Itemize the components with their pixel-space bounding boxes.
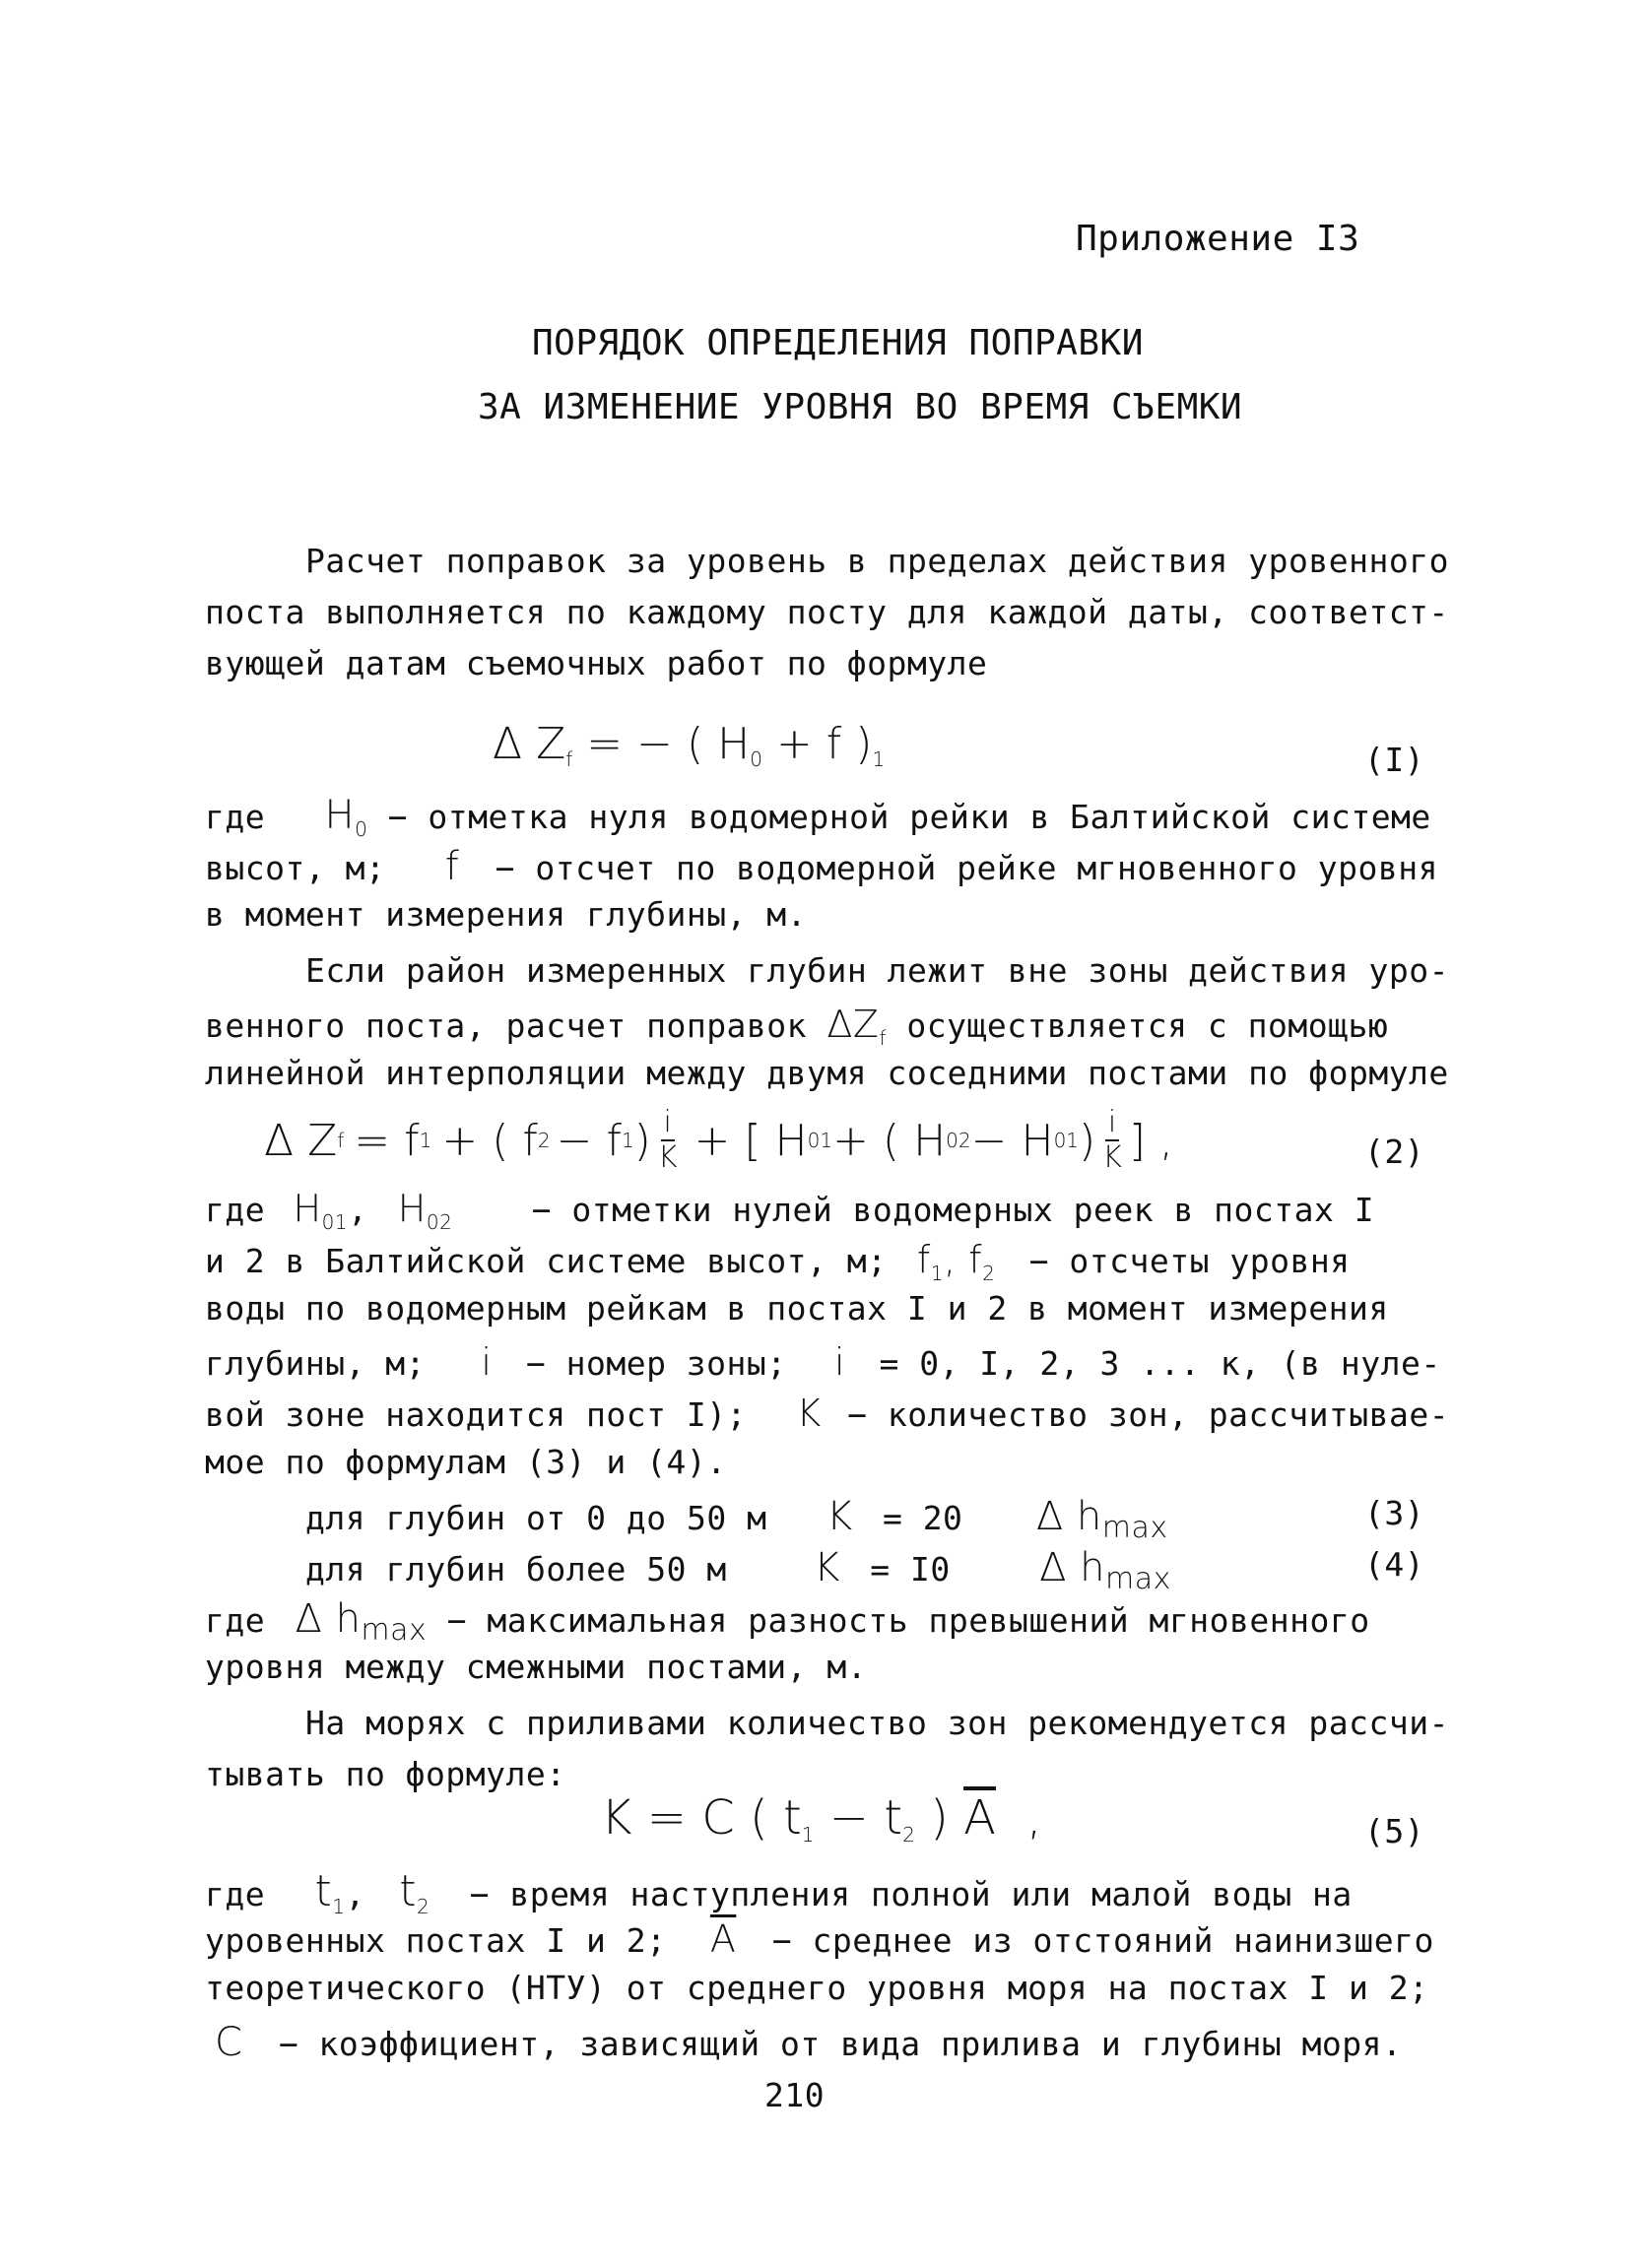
where-5-line-2: уровенных постах I и 2; $\overline{A}$ − среднее из отстояний наинизшего — [205, 1917, 1434, 1961]
equation-5-number: (5) — [1364, 1812, 1425, 1850]
equation-1: ∆ $Z_f$ = − ( $H_0 + f$ )$_1$ — [493, 719, 886, 771]
where-3-line-1: где ∆ hmax − максимальная разность превышений мгновенного — [205, 1596, 1370, 1648]
formula-4: для глубин более 50 м K = I0 ∆ hmax — [305, 1545, 1171, 1596]
where-1-line-1: где $H_0$ − отметка нуля водомерной рейки в Балтийской системе — [205, 793, 1431, 841]
where-5-line-4: C − коэффициент, зависящий от вида прилива и глубины моря. — [215, 2020, 1403, 2065]
page-number: 210 — [764, 2076, 826, 2114]
where-2-line-4: глубины, м; i − номер зоны; i = 0, I, 2, 3 ... к, (в нуле- — [205, 1340, 1441, 1384]
formula-4-number: (4) — [1364, 1545, 1425, 1584]
fraction-i-over-k-2: $\frac{i}{K}$ — [1102, 1105, 1122, 1175]
equation-1-number: (I) — [1364, 741, 1425, 779]
equation-2: ∆ Z f = f 1 + ( f 2 − f 1 ) $\frac{i}{K}$ + [ H 01 + ( H 02 − H 01 ) $\frac{i}{K}$ ] , — [264, 1105, 1174, 1175]
formula-3: для глубин от 0 до 50 м K = 20 ∆ hmax — [305, 1494, 1168, 1545]
where-5-line-3: теоретического (НТУ) от среднего уровня моря на постах I и 2; — [205, 1969, 1429, 2007]
paragraph-1-line-3: вующей датам съемочных работ по формуле — [205, 644, 988, 682]
appendix-label: Приложение I3 — [1076, 219, 1360, 259]
paragraph-1-line-1: Расчет поправок за уровень в пределах действия уровенного — [305, 542, 1449, 580]
title-line-2: ЗА ИЗМЕНЕНИЕ УРОВНЯ ВО ВРЕМЯ СЪЕМКИ — [478, 387, 1243, 427]
where-1-line-2: высот, м; f − отсчет по водомерной рейке мгновенного уровня — [205, 844, 1438, 889]
where-2-line-6: мое по формулам (3) и (4). — [205, 1443, 727, 1481]
title-line-1: ПОРЯДОК ОПРЕДЕЛЕНИЯ ПОПРАВКИ — [532, 323, 1144, 363]
paragraph-2-line-1: Если район измеренных глубин лежит вне зоны действия уро- — [305, 951, 1449, 990]
where-2-line-3: воды по водомерным рейкам в постах I и 2 в момент измерения — [205, 1289, 1389, 1328]
equation-2-number: (2) — [1364, 1133, 1425, 1171]
paragraph-2-line-2: венного поста, расчет поправок $\Delta Z_f$ осуществляется с помощью — [205, 1003, 1389, 1050]
paragraph-1-line-2: поста выполняется по каждому посту для каждой даты, соответст- — [205, 593, 1449, 631]
where-2-line-2: и 2 в Балтийской системе высот, м; $f_1$, $f_2$ − отсчеты уровня — [205, 1238, 1351, 1285]
where-2-line-5: вой зоне находится пост I); K − количество зон, рассчитывае- — [205, 1392, 1450, 1435]
paragraph-3-line-2: тывать по формуле: — [205, 1755, 566, 1793]
where-3-line-2: уровня между смежными постами, м. — [205, 1648, 868, 1686]
paragraph-3-line-1: На морях с приливами количество зон рекомендуется рассчи- — [305, 1704, 1449, 1742]
where-2-line-1: где $H_{01}$, $H_{02}$ − отметки нулей водомерных реек в постах I — [205, 1187, 1375, 1234]
formula-3-number: (3) — [1364, 1494, 1425, 1532]
fraction-i-over-k-1: $\frac{i}{K}$ — [657, 1105, 678, 1175]
paragraph-2-line-3: линейной интерполяции между двумя соседними постами по формуле — [205, 1054, 1449, 1092]
equation-5: K = C ( $t_1 - t_2$ ) $\overline{A}$ , — [601, 1790, 1042, 1847]
where-1-line-3: в момент измерения глубины, м. — [205, 895, 808, 934]
where-5-line-1: где $t_1$, $t_2$ − время наступления полной или малой воды на — [205, 1866, 1353, 1918]
